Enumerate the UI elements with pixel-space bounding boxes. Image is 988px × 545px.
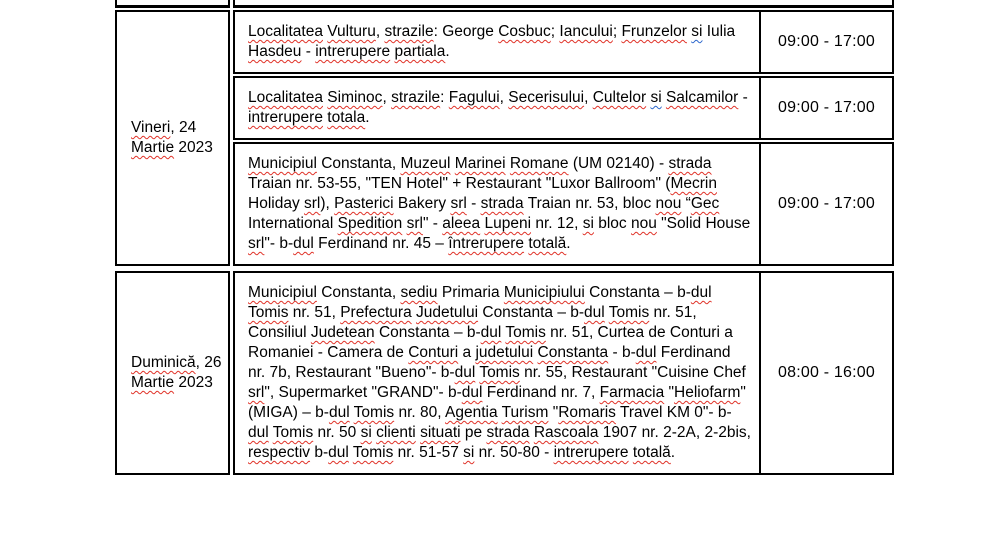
text-segment: -: [301, 43, 316, 60]
misspelled-word: Cosbuc: [498, 23, 551, 40]
misspelled-word: Constanta: [537, 344, 609, 361]
date-cell: [115, 10, 230, 266]
text-segment: a: [458, 344, 476, 361]
text-segment: ),: [320, 195, 335, 212]
misspelled-word: partiala: [394, 43, 446, 60]
text-segment: International: [248, 215, 338, 232]
misspelled-word: intrerupere: [553, 444, 629, 461]
misspelled-word: Municipiului: [503, 284, 585, 301]
time-range-cell: 08:00 - 16:00: [759, 273, 892, 473]
misspelled-word: srl: [406, 215, 423, 232]
misspelled-word: Marinei: [454, 155, 506, 172]
text-segment: Iulia: [702, 23, 736, 40]
outage-row: [233, 142, 894, 266]
text-segment: Traian nr. 53, bloc: [523, 195, 656, 212]
misspelled-word: srl: [248, 384, 265, 401]
misspelled-word: Fagului: [448, 89, 500, 106]
misspelled-word: Tomis: [479, 364, 520, 381]
misspelled-word: strada: [486, 424, 530, 441]
text-segment: .: [566, 235, 571, 252]
misspelled-word: Tomis: [353, 404, 395, 421]
misspelled-word: intrerupere: [248, 109, 323, 126]
misspelled-word: Judetean: [310, 324, 375, 341]
misspelled-word: strada: [668, 155, 712, 172]
misspelled-word: Conturi: [408, 344, 459, 361]
misspelled-word: Municipiul: [248, 155, 317, 172]
text-segment: ,: [499, 89, 509, 106]
location-description-cell: [235, 78, 759, 138]
misspelled-word: totala: [327, 109, 366, 126]
misspelled-word: dul: [461, 384, 483, 401]
misspelled-word: Spedition: [337, 215, 403, 232]
misspelled-word: Judetului: [416, 304, 479, 321]
misspelled-word: sediu: [400, 284, 438, 301]
text-segment: Holiday: [248, 195, 304, 212]
truncated-date-cell: [115, 0, 230, 8]
misspelled-word: Salcamilor: [665, 89, 739, 106]
text-segment: Ferdinand nr. 45 –: [313, 235, 449, 252]
misspelled-word: judetului: [475, 344, 534, 361]
text-segment: ,: [382, 89, 392, 106]
text-segment: Travel KM 0"- b-: [615, 404, 732, 421]
location-description: [248, 88, 751, 128]
text-segment: ,: [375, 23, 385, 40]
text-segment: ;: [612, 23, 622, 40]
text-segment: nr. 50-80 -: [474, 444, 554, 461]
misspelled-word: dul: [635, 344, 657, 361]
text-segment: b-: [310, 444, 329, 461]
text-segment: nr. 50: [313, 424, 361, 441]
misspelled-word: Romaris: [558, 404, 616, 421]
text-segment: “: [681, 195, 691, 212]
location-description-cell: [235, 273, 759, 473]
time-range-cell: 09:00 - 17:00: [759, 12, 892, 72]
text-segment: (UM 02140) -: [568, 155, 669, 172]
text-segment: Constanta – b-: [374, 324, 481, 341]
text-segment: pe: [460, 424, 487, 441]
misspelled-word: Iancului: [559, 23, 613, 40]
date-cell: [115, 271, 230, 475]
misspelled-word: Tomis: [608, 304, 650, 321]
misspelled-word: Vulturu: [327, 23, 376, 40]
misspelled-word: dul: [248, 424, 269, 441]
misspelled-word: totală: [632, 444, 671, 461]
text-segment: :: [440, 89, 449, 106]
text-segment: nr. 51-57: [393, 444, 464, 461]
text-segment: Ferdinand nr. 7,: [482, 384, 600, 401]
text-segment: , 26: [195, 354, 222, 371]
misspelled-word: respectiv: [248, 444, 311, 461]
misspelled-word: Municipiul: [248, 284, 317, 301]
misspelled-word: Secerisului: [508, 89, 585, 106]
misspelled-word: Tomis: [272, 424, 314, 441]
truncated-detail-cell: [233, 0, 894, 8]
text-segment: .: [670, 444, 676, 461]
text-segment: Constanta – b-: [478, 304, 585, 321]
misspelled-word: Martie: [131, 374, 175, 391]
misspelled-word: strazile: [391, 89, 441, 106]
misspelled-word: Prefectura: [340, 304, 412, 321]
truncated-previous-row: [115, 0, 894, 8]
misspelled-word: si: [650, 89, 662, 106]
text-segment: nr. 51,: [288, 304, 341, 321]
text-segment: "- b-: [264, 235, 294, 252]
misspelled-word: totală: [528, 235, 567, 252]
misspelled-word: si: [463, 444, 475, 461]
outage-row: [233, 271, 894, 475]
misspelled-word: dul: [584, 304, 605, 321]
text-segment: ,: [584, 89, 593, 106]
misspelled-word: Hasdeu: [248, 43, 302, 60]
misspelled-word: Pasterici: [334, 195, 394, 212]
misspelled-word: dul: [328, 404, 350, 421]
misspelled-word: strazile: [384, 23, 434, 40]
misspelled-word: dul: [454, 364, 476, 381]
misspelled-word: Cultelor: [592, 89, 647, 106]
text-segment: , 24: [170, 119, 197, 136]
misspelled-word: Romane: [509, 155, 569, 172]
text-segment: Constanta – b-: [584, 284, 691, 301]
text-segment: nr. 80,: [394, 404, 446, 421]
text-segment: bloc: [593, 215, 631, 232]
text-segment: ": [548, 404, 559, 421]
misspelled-word: dul: [690, 284, 712, 301]
document-page: [115, 0, 894, 475]
date-label: [131, 118, 224, 158]
location-description-cell: [235, 12, 759, 72]
location-description: [248, 22, 751, 62]
misspelled-word: Localitatea: [248, 89, 323, 106]
misspelled-word: nou: [655, 195, 682, 212]
text-segment: nr. 55, Restaurant "Cuisine Chef: [519, 364, 746, 381]
misspelled-word: Frunzelor: [621, 23, 687, 40]
misspelled-word: Siminoc: [327, 89, 383, 106]
outage-table: [115, 10, 894, 475]
day-rows: [233, 271, 894, 475]
misspelled-word: nou: [630, 215, 657, 232]
misspelled-word: Localitatea: [248, 23, 323, 40]
text-segment: -: [466, 195, 481, 212]
text-segment: nr. 51, Curtea de Conturi a Romaniei - Camera de: [248, 324, 733, 361]
misspelled-word: Vineri: [131, 119, 171, 136]
text-segment: Primaria: [437, 284, 504, 301]
misspelled-word: Duminică: [131, 354, 196, 371]
text-segment: ": [664, 384, 675, 401]
location-description-cell: [235, 144, 759, 264]
day-rows: [233, 10, 894, 266]
misspelled-word: aleea: [442, 215, 481, 232]
text-segment: ", Supermarket "GRAND"- b-: [264, 384, 462, 401]
misspelled-word: Tomis: [352, 444, 394, 461]
misspelled-word: dul: [328, 444, 349, 461]
date-label: [131, 353, 224, 393]
misspelled-word: si: [582, 215, 594, 232]
text-segment: -: [738, 89, 748, 106]
misspelled-word: dul: [480, 324, 502, 341]
text-segment: 1907 nr. 2-2A, 2-2bis,: [598, 424, 751, 441]
text-segment: "Solid House: [656, 215, 751, 232]
text-segment: 2023: [174, 139, 213, 156]
text-segment: nr. 51, Consiliul: [248, 304, 697, 341]
outage-row: [233, 10, 894, 74]
misspelled-word: srl: [450, 195, 467, 212]
text-segment: - b-: [608, 344, 636, 361]
time-range-cell: 09:00 - 17:00: [759, 78, 892, 138]
text-segment: .: [445, 43, 450, 60]
misspelled-word: si: [360, 424, 372, 441]
misspelled-word: Tomis: [248, 304, 289, 321]
text-segment: ;: [550, 23, 560, 40]
misspelled-word: întrerupere: [448, 235, 525, 252]
text-segment: Constanta,: [316, 155, 401, 172]
misspelled-word: Tomis: [505, 324, 546, 341]
misspelled-word: si: [691, 23, 703, 40]
misspelled-word: Muzeul: [400, 155, 451, 172]
misspelled-word: situati: [420, 424, 461, 441]
misspelled-word: Heliofarm: [674, 384, 741, 401]
text-segment: 2023: [174, 374, 213, 391]
text-segment: : George: [433, 23, 499, 40]
misspelled-word: Gec: [690, 195, 720, 212]
time-range-cell: 09:00 - 17:00: [759, 144, 892, 264]
misspelled-word: Lupeni: [484, 215, 532, 232]
outage-row: [233, 76, 894, 140]
text-segment: Bakery: [393, 195, 451, 212]
misspelled-word: srl: [248, 235, 265, 252]
misspelled-word: clienti: [376, 424, 416, 441]
text-segment: nr. 12,: [531, 215, 583, 232]
misspelled-word: Rascoala: [533, 424, 599, 441]
misspelled-word: srl: [304, 195, 321, 212]
text-segment: "(MIGA) – b-: [248, 384, 746, 421]
text-segment: .: [365, 109, 370, 126]
text-segment: Constanta,: [316, 284, 401, 301]
misspelled-word: Farmacia: [599, 384, 665, 401]
misspelled-word: Mecrin: [670, 175, 717, 192]
location-description: [248, 154, 751, 254]
text-segment: Ferdinand nr. 7b, Restaurant "Bueno"- b-: [248, 344, 731, 381]
misspelled-word: strada: [480, 195, 524, 212]
location-description: [248, 283, 751, 463]
misspelled-word: Agentia: [445, 404, 498, 421]
text-segment: Traian nr. 53-55, "TEN Hotel" + Restaurant "Luxor Ballroom" (: [248, 175, 671, 192]
day-group: [115, 271, 894, 475]
misspelled-word: Martie: [131, 139, 175, 156]
day-group: [115, 10, 894, 266]
misspelled-word: dul: [293, 235, 314, 252]
text-segment: " -: [422, 215, 443, 232]
misspelled-word: Turism: [501, 404, 549, 421]
misspelled-word: intrerupere: [315, 43, 391, 60]
